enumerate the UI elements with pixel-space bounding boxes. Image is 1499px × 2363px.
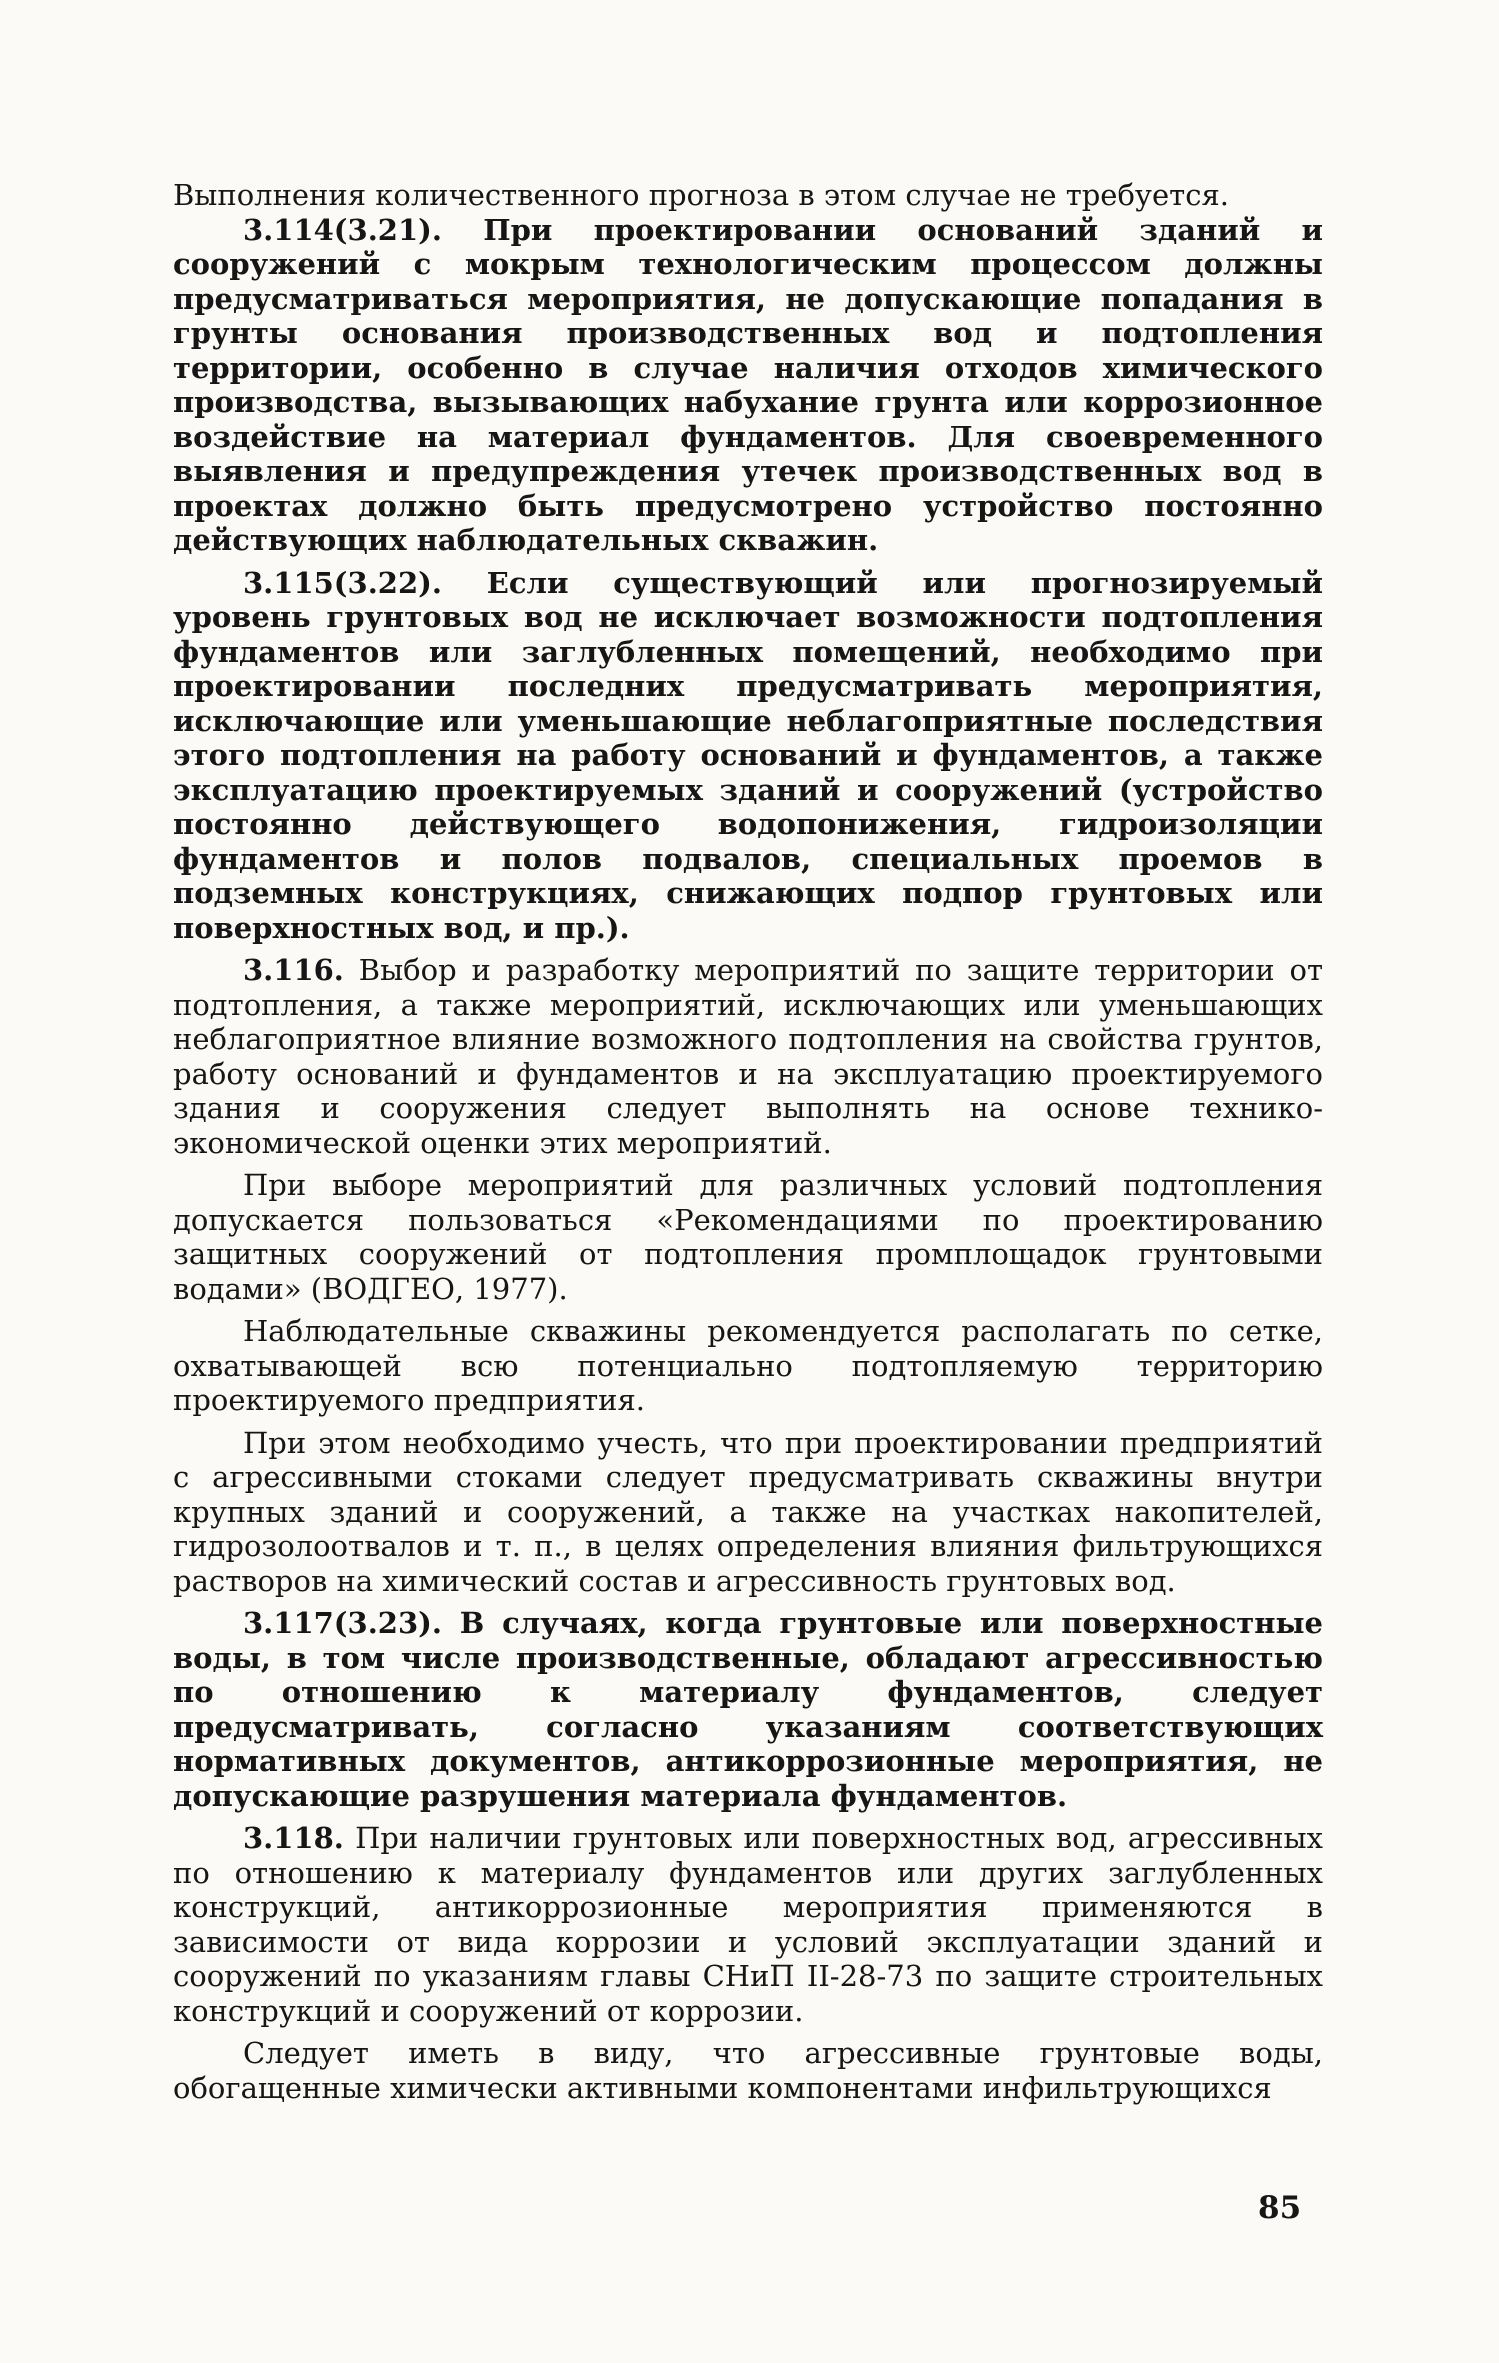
- clause-number: 3.115(3.22).: [243, 565, 442, 600]
- paragraph-text: При этом необходимо учесть, что при проектировании предприятий с агрессивными стоками следует предусматривать скважины внутри крупных зданий и сооружений, а также на участках накопителей, гидрозолоотвалов и т. п., в целях определения влияния фильтрующихся растворов на химический состав и агрессивность грунтовых вод.: [173, 1425, 1323, 1598]
- clause-text: При проектировании оснований зданий и сооружений с мокрым технологическим процессом должны предусматриваться мероприятия, не допускающие попадания в грунты основания производственных вод и подтопления территории, особенно в случае наличия отходов химического производства, вызывающих набухание грунта или коррозионное воздействие на материал фундаментов. Для своевременного выявления и предупреждения утечек производственных вод в проектах должно быть предусмотрено устройство постоянно действующих наблюдательных скважин.: [173, 212, 1323, 557]
- paragraph-final: [173, 2036, 1323, 2105]
- clause-3-114: [173, 213, 1323, 558]
- paragraph-text: Следует иметь в виду, что агрессивные грунтовые воды, обогащенные химически активными компонентами инфильтрующихся: [173, 2036, 1323, 2105]
- clause-text: Выбор и разработку мероприятий по защите территории от подтопления, а также мероприятий, исключающих или уменьшающих неблагоприятное влияние возможного подтопления на свойства грунтов, работу оснований и фундаментов и на эксплуатацию проектируемого здания и сооружения следует выполнять на основе технико-экономической оценки этих мероприятий.: [173, 953, 1323, 1160]
- paragraph-text: При выборе мероприятий для различных условий подтопления допускается пользоваться «Рекомендациями по проектированию защитных сооружений от подтопления промплощадок грунтовыми водами» (ВОДГЕО, 1977).: [173, 1168, 1323, 1306]
- clause-text: В случаях, когда грунтовые или поверхностные воды, в том числе производственные, обладают агрессивностью по отношению к материалу фундаментов, следует предусматривать, согласно указаниям соответствующих нормативных документов, антикоррозионные мероприятия, не допускающие разрушения материала фундаментов.: [173, 1606, 1323, 1813]
- clause-3-115: [173, 566, 1323, 946]
- clause-3-117: [173, 1606, 1323, 1813]
- clause-number: 3.117(3.23).: [243, 1606, 442, 1640]
- paragraph-recommendations: [173, 1168, 1323, 1306]
- page-number: 85: [1258, 2190, 1302, 2226]
- clause-number: 3.118.: [243, 1821, 344, 1855]
- clause-3-116: [173, 953, 1323, 1160]
- clause-3-118: [173, 1821, 1323, 2028]
- paragraph-aggressive-effluents: [173, 1426, 1323, 1599]
- paragraph-text: Наблюдательные скважины рекомендуется располагать по сетке, охватывающей всю потенциально подтопляемую территорию проектируемого предприятия.: [173, 1314, 1323, 1417]
- clause-text: Если существующий или прогнозируемый уровень грунтовых вод не исключает возможности подтопления фундаментов или заглубленных помещений, необходимо при проектировании последних предусматривать мероприятия, исключающие или уменьшающие неблагоприятные последствия этого подтопления на работу оснований и фундаментов, а также эксплуатацию проектируемых зданий и сооружений (устройство постоянно действующего водопонижения, гидроизоляции фундаментов и полов подвалов, специальных проемов в подземных конструкциях, снижающих подпор грунтовых или поверхностных вод, и пр.).: [173, 565, 1323, 945]
- clause-number: 3.114(3.21).: [243, 212, 442, 247]
- paragraph-text: Выполнения количественного прогноза в этом случае не требуется.: [173, 178, 1229, 212]
- clause-number: 3.116.: [243, 953, 344, 987]
- clause-text: При наличии грунтовых или поверхностных вод, агрессивных по отношению к материалу фундаментов или других заглубленных конструкций, антикоррозионные мероприятия применяются в зависимости от вида коррозии и условий эксплуатации зданий и сооружений по указаниям главы СНиП II-28-73 по защите строительных конструкций и сооружений от коррозии.: [173, 1821, 1323, 2028]
- paragraph-intro: [173, 178, 1323, 213]
- page-body: [173, 178, 1323, 2105]
- paragraph-observation-wells: [173, 1314, 1323, 1418]
